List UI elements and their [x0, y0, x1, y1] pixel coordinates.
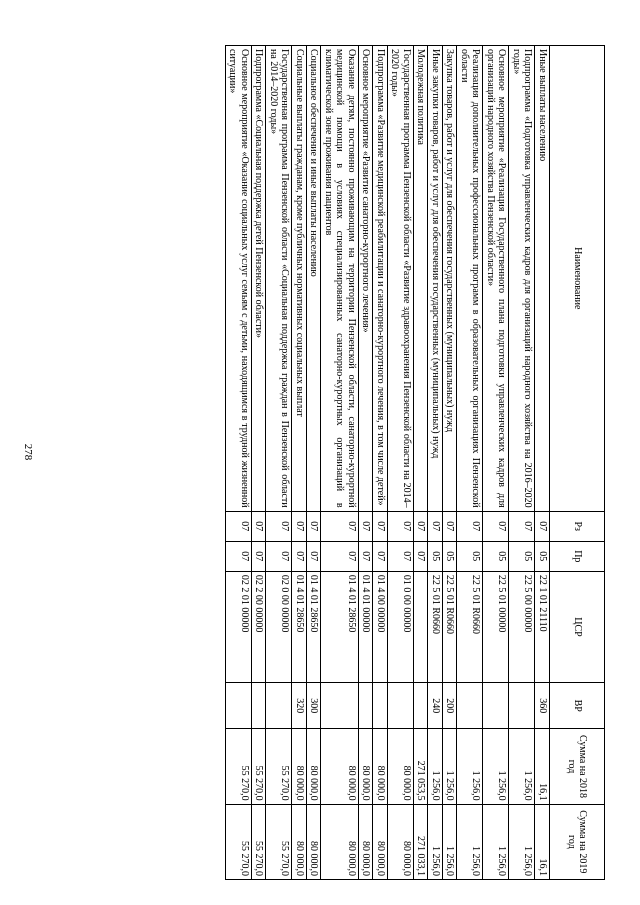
row-sum-2019: 80 000,0 — [292, 804, 307, 879]
row-pr: 07 — [321, 541, 359, 571]
row-vr — [388, 683, 414, 729]
row-sum-2018: 80 000,0 — [321, 729, 359, 804]
row-vr — [457, 683, 483, 729]
row-rz: 07 — [226, 511, 252, 541]
table-row — [414, 46, 429, 880]
row-pr: 05 — [535, 541, 550, 571]
table-row — [428, 46, 443, 880]
row-name: Подпрограмма «Подготовка управленческих кадров для организаций народного хозяйства на 2016–2020 годы» — [509, 46, 535, 512]
row-rz: 07 — [443, 511, 458, 541]
row-sum-2019: 1 256,0 — [483, 804, 509, 879]
table-row — [373, 46, 388, 880]
row-vr — [373, 683, 388, 729]
header-pr: Пр — [550, 541, 605, 571]
row-sum-2018: 80 000,0 — [307, 729, 322, 804]
row-rz: 07 — [266, 511, 292, 541]
row-sum-2018: 1 256,0 — [509, 729, 535, 804]
row-name: Иные закупки товаров, работ и услуг для обеспечения государственных (муниципальных) нужд — [428, 46, 443, 512]
row-sum-2018: 55 270,0 — [266, 729, 292, 804]
row-csr: 22 5 01 R0660 — [443, 571, 458, 682]
header-name: Наименование — [550, 46, 605, 512]
row-sum-2019: 55 270,0 — [252, 804, 267, 879]
row-pr: 07 — [414, 541, 429, 571]
row-pr: 07 — [359, 541, 374, 571]
row-name: Иные выплаты населению — [535, 46, 550, 512]
table-row — [483, 46, 509, 880]
row-csr: 01 0 00 00000 — [388, 571, 414, 682]
row-sum-2019: 1 256,0 — [443, 804, 458, 879]
row-rz: 07 — [321, 511, 359, 541]
row-name: Подпрограмма «Развитие медицинской реабилитации и санаторно-курортного лечения, в том числе детей» — [373, 46, 388, 512]
table-row — [359, 46, 374, 880]
row-csr: 22 5 01 R0660 — [428, 571, 443, 682]
row-rz: 07 — [388, 511, 414, 541]
row-sum-2018: 16,1 — [535, 729, 550, 804]
row-sum-2019: 55 270,0 — [266, 804, 292, 879]
row-pr: 05 — [483, 541, 509, 571]
row-name: Социальные выплаты гражданам, кроме публичных нормативных социальных выплат — [292, 46, 307, 512]
row-sum-2019: 80 000,0 — [359, 804, 374, 879]
row-pr: 07 — [388, 541, 414, 571]
table-row — [457, 46, 483, 880]
table-row — [388, 46, 414, 880]
row-name: Государственная программа Пензенской области «Развитие здравоохранения Пензенской области на 2014–2020 годы» — [388, 46, 414, 512]
row-pr: 05 — [457, 541, 483, 571]
table-row — [535, 46, 550, 880]
table-body — [226, 46, 550, 880]
row-vr — [414, 683, 429, 729]
header-csr: ЦСР — [550, 571, 605, 682]
row-rz: 07 — [252, 511, 267, 541]
row-sum-2019: 1 256,0 — [457, 804, 483, 879]
row-csr: 01 4 00 00000 — [373, 571, 388, 682]
row-sum-2018: 1 256,0 — [457, 729, 483, 804]
row-csr: 02 2 01 00000 — [226, 571, 252, 682]
row-sum-2018: 1 256,0 — [428, 729, 443, 804]
row-vr: 300 — [307, 683, 322, 729]
row-name: Социальное обеспечение и иные выплаты населению — [307, 46, 322, 512]
row-sum-2019: 80 000,0 — [373, 804, 388, 879]
row-rz: 07 — [373, 511, 388, 541]
table-row — [307, 46, 322, 880]
row-csr: 01 4 01 28650 — [321, 571, 359, 682]
row-rz: 07 — [509, 511, 535, 541]
table-row — [321, 46, 359, 880]
table-row — [226, 46, 252, 880]
row-pr: 07 — [373, 541, 388, 571]
row-pr: 05 — [428, 541, 443, 571]
row-sum-2018: 55 270,0 — [252, 729, 267, 804]
row-csr: 22 5 00 00000 — [509, 571, 535, 682]
row-rz: 07 — [535, 511, 550, 541]
row-vr — [509, 683, 535, 729]
header-sum-2018: Сумма на 2018 год — [550, 729, 605, 804]
row-name: Закупка товаров, работ и услуг для обеспечения государственных (муниципальных) нужд — [443, 46, 458, 512]
row-pr: 07 — [307, 541, 322, 571]
rotated-page-content — [100, 45, 605, 880]
row-sum-2018: 80 000,0 — [388, 729, 414, 804]
table-row — [443, 46, 458, 880]
row-csr — [414, 571, 429, 682]
header-rz: Рз — [550, 511, 605, 541]
row-name: Молодежная политика — [414, 46, 429, 512]
row-rz: 07 — [457, 511, 483, 541]
row-name: Реализация дополнительных профессиональных программ в образовательных организациях Пензенской области — [457, 46, 483, 512]
row-name: Основное мероприятие «Развитие санаторно-курортного лечения» — [359, 46, 374, 512]
table-header-row — [550, 46, 605, 880]
table-row — [266, 46, 292, 880]
row-csr: 01 4 01 28650 — [292, 571, 307, 682]
row-pr: 07 — [266, 541, 292, 571]
row-pr: 07 — [252, 541, 267, 571]
row-sum-2019: 55 270,0 — [226, 804, 252, 879]
row-csr: 01 4 01 28650 — [307, 571, 322, 682]
row-rz: 07 — [414, 511, 429, 541]
row-sum-2018: 80 000,0 — [373, 729, 388, 804]
row-vr — [266, 683, 292, 729]
row-pr: 05 — [509, 541, 535, 571]
row-sum-2018: 1 256,0 — [443, 729, 458, 804]
row-vr: 320 — [292, 683, 307, 729]
row-sum-2019: 271 033,1 — [414, 804, 429, 879]
table-row — [292, 46, 307, 880]
row-vr — [252, 683, 267, 729]
row-csr: 22 1 01 21110 — [535, 571, 550, 682]
table-row — [509, 46, 535, 880]
row-vr — [359, 683, 374, 729]
row-csr: 01 4 01 00000 — [359, 571, 374, 682]
row-vr — [226, 683, 252, 729]
row-csr: 22 5 01 R0660 — [457, 571, 483, 682]
row-sum-2019: 16,1 — [535, 804, 550, 879]
page-number: 278 — [22, 443, 34, 461]
row-pr: 07 — [226, 541, 252, 571]
row-name: Оказание детям, постоянно проживающим на территории Пензенской области, санаторно-курортной медицинской помощи в условиях специализированных санаторно-курортных организаций в климатической зоне проживания пациентов — [321, 46, 359, 512]
row-csr: 22 5 01 00000 — [483, 571, 509, 682]
row-vr: 240 — [428, 683, 443, 729]
row-name: Основное мероприятие «Реализация Государственного плана подготовки управленческих кадров для организаций народного хозяйства Пензенской области» — [483, 46, 509, 512]
row-csr: 02 2 00 00000 — [252, 571, 267, 682]
row-sum-2019: 80 000,0 — [388, 804, 414, 879]
budget-table — [225, 45, 605, 880]
row-sum-2018: 271 053,5 — [414, 729, 429, 804]
row-sum-2018: 1 256,0 — [483, 729, 509, 804]
row-rz: 07 — [428, 511, 443, 541]
row-rz: 07 — [359, 511, 374, 541]
row-sum-2019: 1 256,0 — [509, 804, 535, 879]
row-rz: 07 — [483, 511, 509, 541]
row-sum-2018: 55 270,0 — [226, 729, 252, 804]
row-rz: 07 — [292, 511, 307, 541]
row-pr: 07 — [292, 541, 307, 571]
row-csr: 02 0 00 00000 — [266, 571, 292, 682]
row-name: Подпрограмма «Социальная поддержка детей Пензенской области» — [252, 46, 267, 512]
row-sum-2019: 1 256,0 — [428, 804, 443, 879]
row-name: Государственная программа Пензенской области «Социальная поддержка граждан в Пензенской области на 2014–2020 годы» — [266, 46, 292, 512]
row-sum-2019: 80 000,0 — [307, 804, 322, 879]
row-vr: 360 — [535, 683, 550, 729]
row-name: Основное мероприятие «Оказание социальных услуг семьям с детьми, находящимся в трудной жизненной ситуации» — [226, 46, 252, 512]
row-sum-2018: 80 000,0 — [359, 729, 374, 804]
table-row — [252, 46, 267, 880]
row-vr — [321, 683, 359, 729]
row-pr: 05 — [443, 541, 458, 571]
row-vr: 200 — [443, 683, 458, 729]
row-vr — [483, 683, 509, 729]
header-sum-2019: Сумма на 2019 год — [550, 804, 605, 879]
header-vr: ВР — [550, 683, 605, 729]
row-rz: 07 — [307, 511, 322, 541]
row-sum-2018: 80 000,0 — [292, 729, 307, 804]
row-sum-2019: 80 000,0 — [321, 804, 359, 879]
